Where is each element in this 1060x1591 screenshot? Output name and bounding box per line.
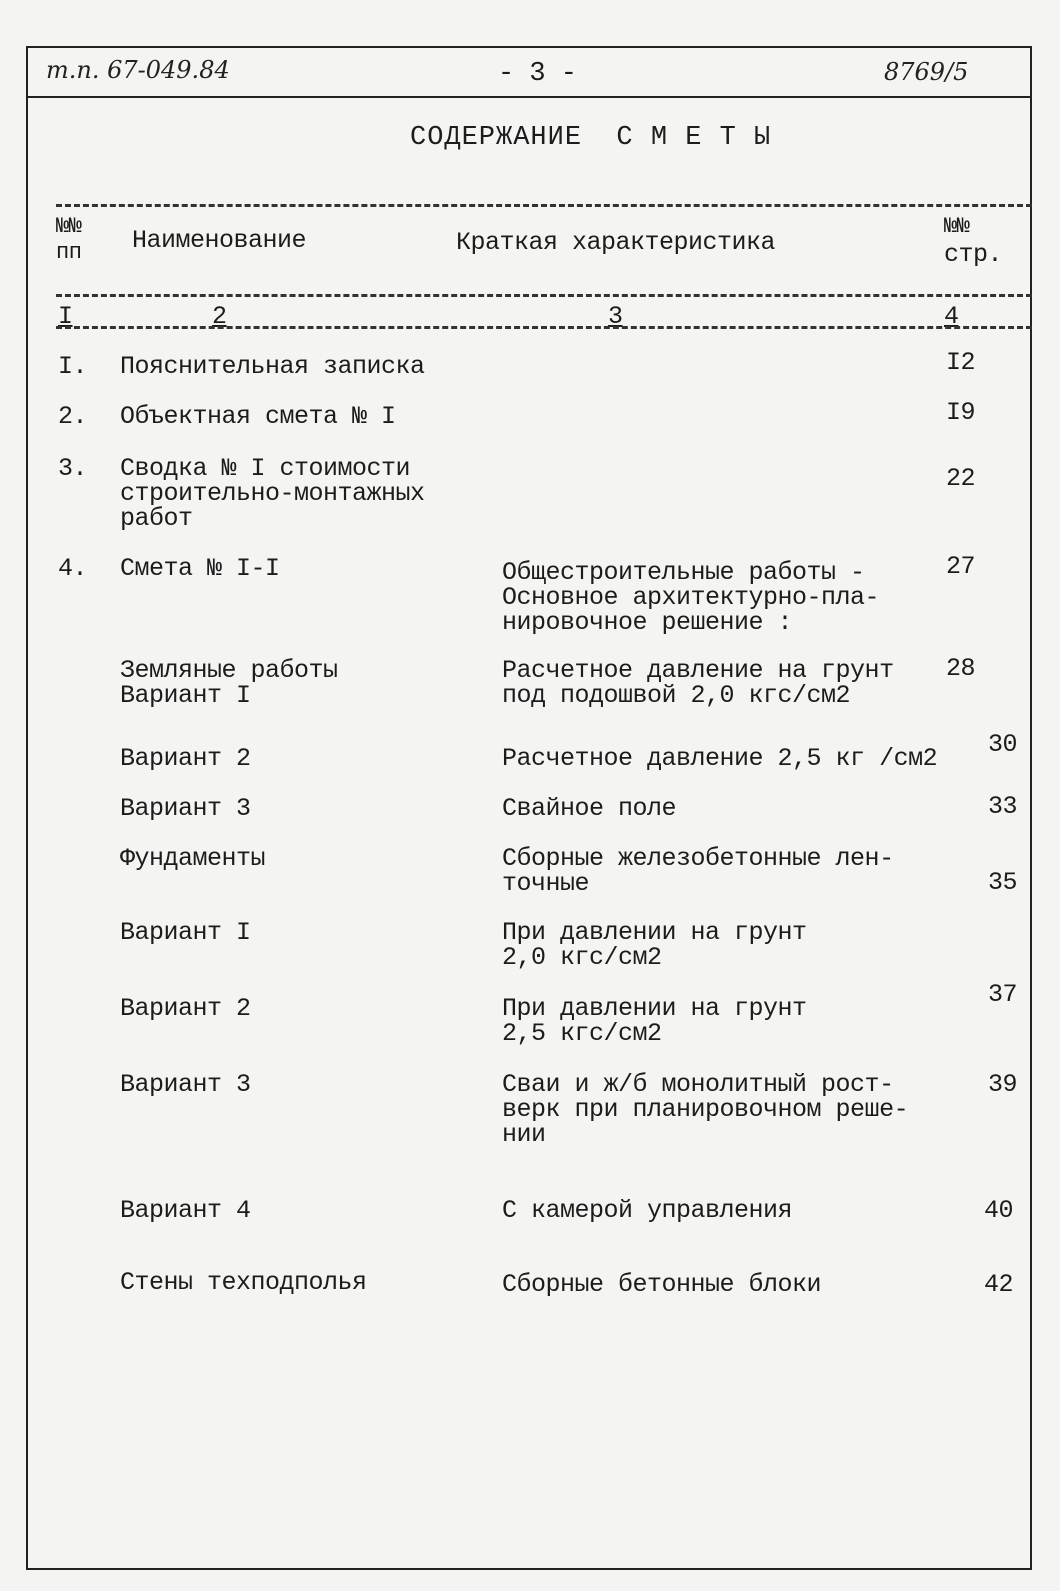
row-page: 22 bbox=[946, 464, 976, 493]
row-page: 40 bbox=[984, 1196, 1014, 1225]
header-bottom-rule bbox=[56, 294, 1032, 297]
inventory-number: 8769/5 bbox=[884, 58, 969, 86]
row-name: Смета № I-I bbox=[120, 554, 280, 583]
row-desc: При давлении на грунт 2,0 кгс/см2 bbox=[502, 918, 807, 972]
row-name: Фундаменты bbox=[120, 844, 266, 873]
row-name: Сводка № I стоимости строительно-монтажных работ bbox=[120, 454, 425, 533]
row-page: 28 bbox=[946, 654, 976, 683]
col-num-header-2: пп bbox=[56, 240, 82, 265]
row-name: Вариант 2 bbox=[120, 994, 251, 1023]
row-page: I2 bbox=[946, 348, 976, 377]
row-page: 39 bbox=[988, 1070, 1018, 1099]
numbers-bottom-rule bbox=[56, 326, 1032, 329]
row-page: I9 bbox=[946, 398, 976, 427]
header-rule bbox=[26, 96, 1032, 98]
row-name: Стены техподполья bbox=[120, 1268, 367, 1297]
row-desc: Расчетное давление на грунт под подошвой 2,0 кгс/см2 bbox=[502, 656, 894, 710]
row-page: 33 bbox=[988, 792, 1018, 821]
page-title: СОДЕРЖАНИЕ С М Е Т Ы bbox=[410, 123, 772, 153]
row-name: Вариант 4 bbox=[120, 1196, 251, 1225]
row-num: 4. bbox=[58, 554, 88, 583]
row-desc: Расчетное давление 2,5 кг /см2 bbox=[502, 744, 938, 773]
row-name: Земляные работы Вариант I bbox=[120, 656, 338, 710]
row-num: I. bbox=[58, 352, 88, 381]
row-num: 3. bbox=[58, 454, 88, 483]
row-name: Вариант I bbox=[120, 918, 251, 947]
row-desc: Сборные железобетонные лен- точные bbox=[502, 844, 894, 898]
col-number-1: I bbox=[58, 302, 73, 331]
row-desc: Сваи и ж/б монолитный рост- верк при планировочном реше- нии bbox=[502, 1070, 909, 1149]
col-number-4: 4 bbox=[944, 302, 959, 331]
doc-code: т.п. 67-049.84 bbox=[46, 56, 230, 84]
row-page: 42 bbox=[984, 1270, 1014, 1299]
row-desc: Общестроительные работы - Основное архитектурно-пла- нировочное решение : bbox=[502, 558, 880, 637]
col-number-3: 3 bbox=[608, 302, 623, 331]
col-number-2: 2 bbox=[212, 302, 227, 331]
row-desc: С камерой управления bbox=[502, 1196, 793, 1225]
row-num: 2. bbox=[58, 402, 88, 431]
col-desc-header: Краткая характеристика bbox=[456, 228, 776, 257]
row-name: Пояснительная записка bbox=[120, 352, 425, 381]
col-page-header-2: стр. bbox=[944, 240, 1003, 269]
row-desc: Сборные бетонные блоки bbox=[502, 1270, 822, 1299]
row-name: Объектная смета № I bbox=[120, 402, 396, 431]
page-number: - 3 - bbox=[498, 59, 577, 89]
row-desc: Свайное поле bbox=[502, 794, 677, 823]
row-name: Вариант 3 bbox=[120, 794, 251, 823]
row-page: 30 bbox=[988, 730, 1018, 759]
row-desc: При давлении на грунт 2,5 кгс/см2 bbox=[502, 994, 807, 1048]
row-page: 35 bbox=[988, 868, 1018, 897]
row-name: Вариант 3 bbox=[120, 1070, 251, 1099]
col-name-header: Наименование bbox=[132, 226, 307, 255]
col-num-header-1: №№ bbox=[56, 214, 82, 239]
row-page: 37 bbox=[988, 980, 1018, 1009]
table-top-rule bbox=[56, 204, 1032, 207]
row-page: 27 bbox=[946, 552, 976, 581]
row-name: Вариант 2 bbox=[120, 744, 251, 773]
col-page-header-1: №№ bbox=[944, 214, 970, 239]
